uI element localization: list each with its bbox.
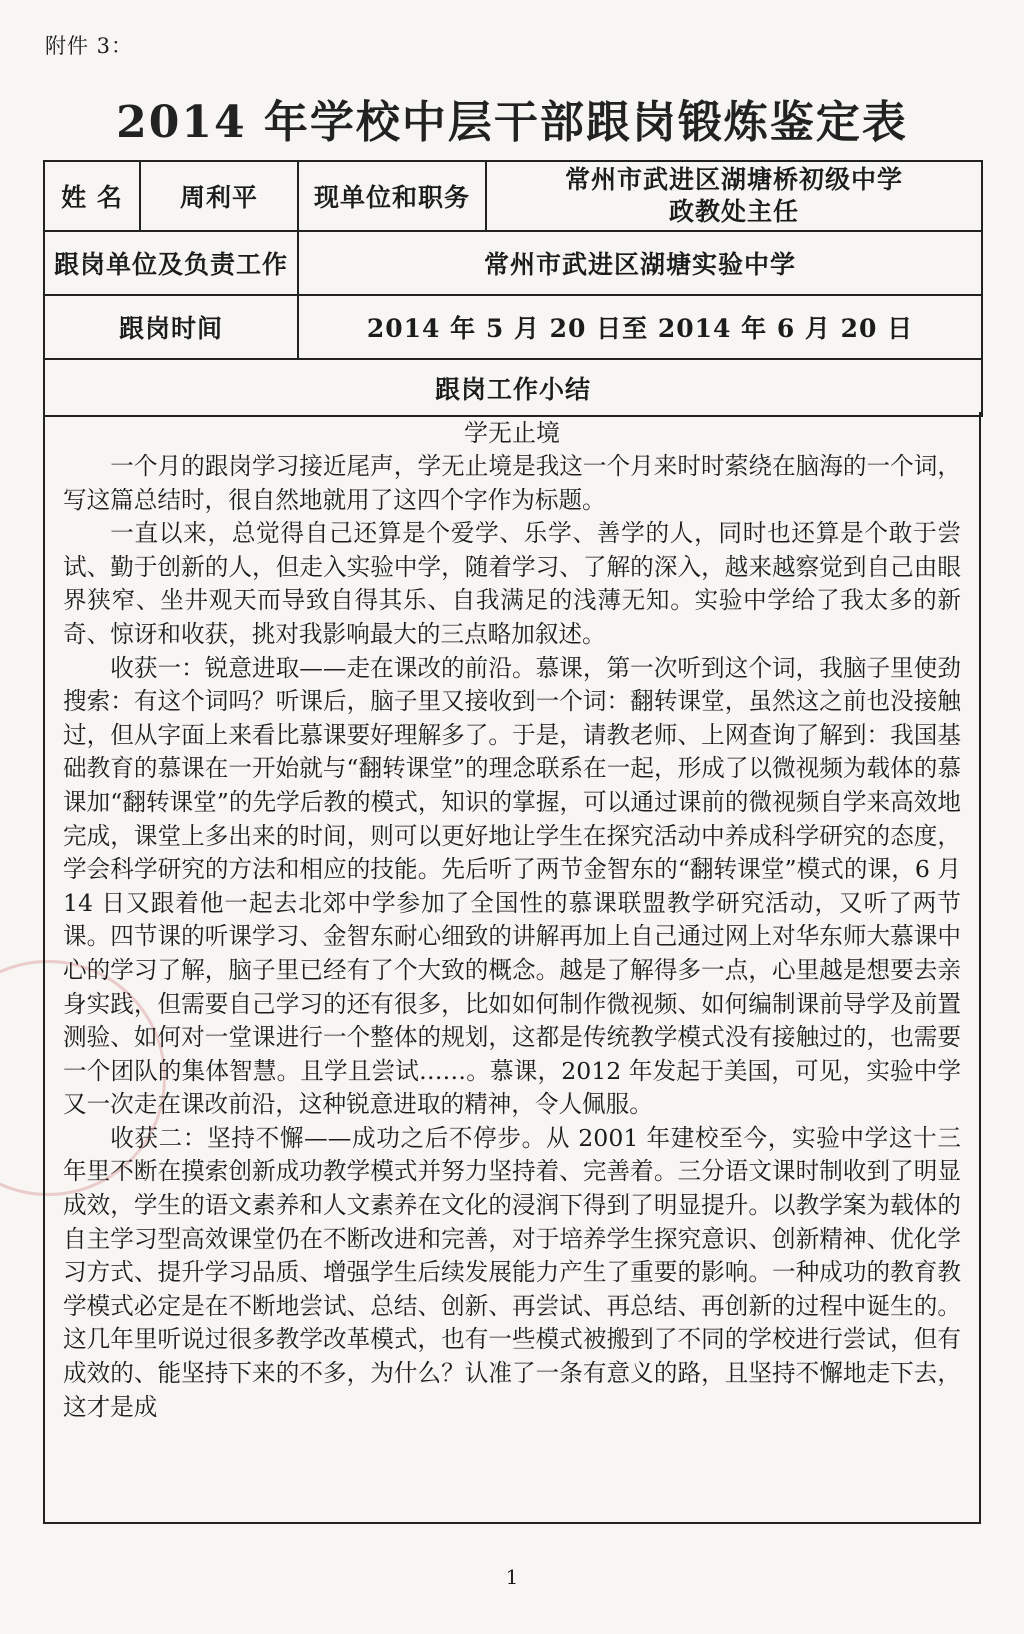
summary-subtitle: 学无止境 <box>464 419 560 447</box>
summary-paragraph: 收获二：坚持不懈——成功之后不停步。从 2001 年建校至今，实验中学这十三年里不断在摸索创新成功教学模式并努力坚持着、完善着。三分语文课时制收到了明显成效，学生的语文素养和人文素养在文化的浸润下得到了明显提升。以教学案为载体的自主学习型高效课堂仍在不断改进和完善，对于培养学生探究意识、创新精神、优化学习方式、提升学习品质、增强学生后续发展能力产生了重要的影响。一种成功的教育教学模式必定是在不断地尝试、总结、创新、再尝试、再总结、再创新的过程中诞生的。这几年里听说过很多教学改革模式，也有一些模式被搬到了不同的学校进行尝试，但有成效的、能坚持下来的不多，为什么？认准了一条有意义的路，且坚持不懈地走下去，这才是成 <box>63 1123 961 1421</box>
summary-header: 跟岗工作小结 <box>44 359 982 416</box>
document-title: 2014 年学校中层干部跟岗锻炼鉴定表 <box>116 97 908 148</box>
unit-label: 现单位和职务 <box>298 161 486 231</box>
summary-paragraph: 一个月的跟岗学习接近尾声，学无止境是我这一个月来时时萦绕在脑海的一个词，写这篇总结时，很自然地就用了这四个字作为标题。 <box>63 452 961 514</box>
summary-paragraph: 一直以来，总觉得自己还算是个爱学、乐学、善学的人，同时也还算是个敢于尝试、勤于创新的人，但走入实验中学，随着学习、了解的深入，越来越察觉到自己由眼界狭窄、坐井观天而导致自得其乐、自我满足的浅薄无知。实验中学给了我太多的新奇、惊讶和收获，挑对我影响最大的三点略加叙述。 <box>63 519 961 648</box>
unit-value-line1: 常州市武进区湖塘桥初级中学 <box>564 165 903 194</box>
host-label: 跟岗单位及负责工作 <box>44 231 298 295</box>
row-summary-header <box>44 359 982 416</box>
name-value: 周利平 <box>140 161 298 231</box>
attachment-label: 附件 3： <box>45 34 134 58</box>
name-label: 姓 名 <box>44 161 140 231</box>
page-number: 1 <box>505 1565 519 1589</box>
time-label: 跟岗时间 <box>44 295 298 359</box>
summary-body <box>43 412 981 1524</box>
unit-value-line2: 政教处主任 <box>668 197 799 226</box>
appraisal-form-table <box>43 160 983 417</box>
row-time <box>44 295 982 359</box>
row-name-unit <box>44 161 982 231</box>
row-host-unit <box>44 231 982 295</box>
host-value: 常州市武进区湖塘实验中学 <box>298 231 982 295</box>
summary-paragraph: 收获一：锐意进取——走在课改的前沿。慕课，第一次听到这个词，我脑子里使劲搜索：有这个词吗？听课后，脑子里又接收到一个词：翻转课堂，虽然这之前也没接触过，但从字面上来看比慕课要好理解多了。于是，请教老师、上网查询了解到：我国基础教育的慕课在一开始就与“翻转课堂”的理念联系在一起，形成了以微视频为载体的慕课加“翻转课堂”的先学后教的模式，知识的掌握，可以通过课前的微视频自学来高效地完成，课堂上多出来的时间，则可以更好地让学生在探究活动中养成科学研究的态度，学会科学研究的方法和相应的技能。先后听了两节金智东的“翻转课堂”模式的课，6 月 14 日又跟着他一起去北郊中学参加了全国性的慕课联盟教学研究活动，又听了两节课。四节课的听课学习、金智东耐心细致的讲解再加上自己通过网上对华东师大慕课中心的学习了解，脑子里已经有了个大致的概念。越是了解得多一点，心里越是想要去亲身实践，但需要自己学习的还有很多，比如如何制作微视频、如何编制课前导学及前置测验、如何对一堂课进行一个整体的规划，这都是传统教学模式没有接触过的，也需要一个团队的集体智慧。且学且尝试……。慕课，2012 年发起于美国，可见，实验中学又一次走在课改前沿，这种锐意进取的精神，令人佩服。 <box>63 653 961 1119</box>
time-value: 2014 年 5 月 20 日至 2014 年 6 月 20 日 <box>298 295 982 359</box>
unit-value <box>486 161 982 231</box>
